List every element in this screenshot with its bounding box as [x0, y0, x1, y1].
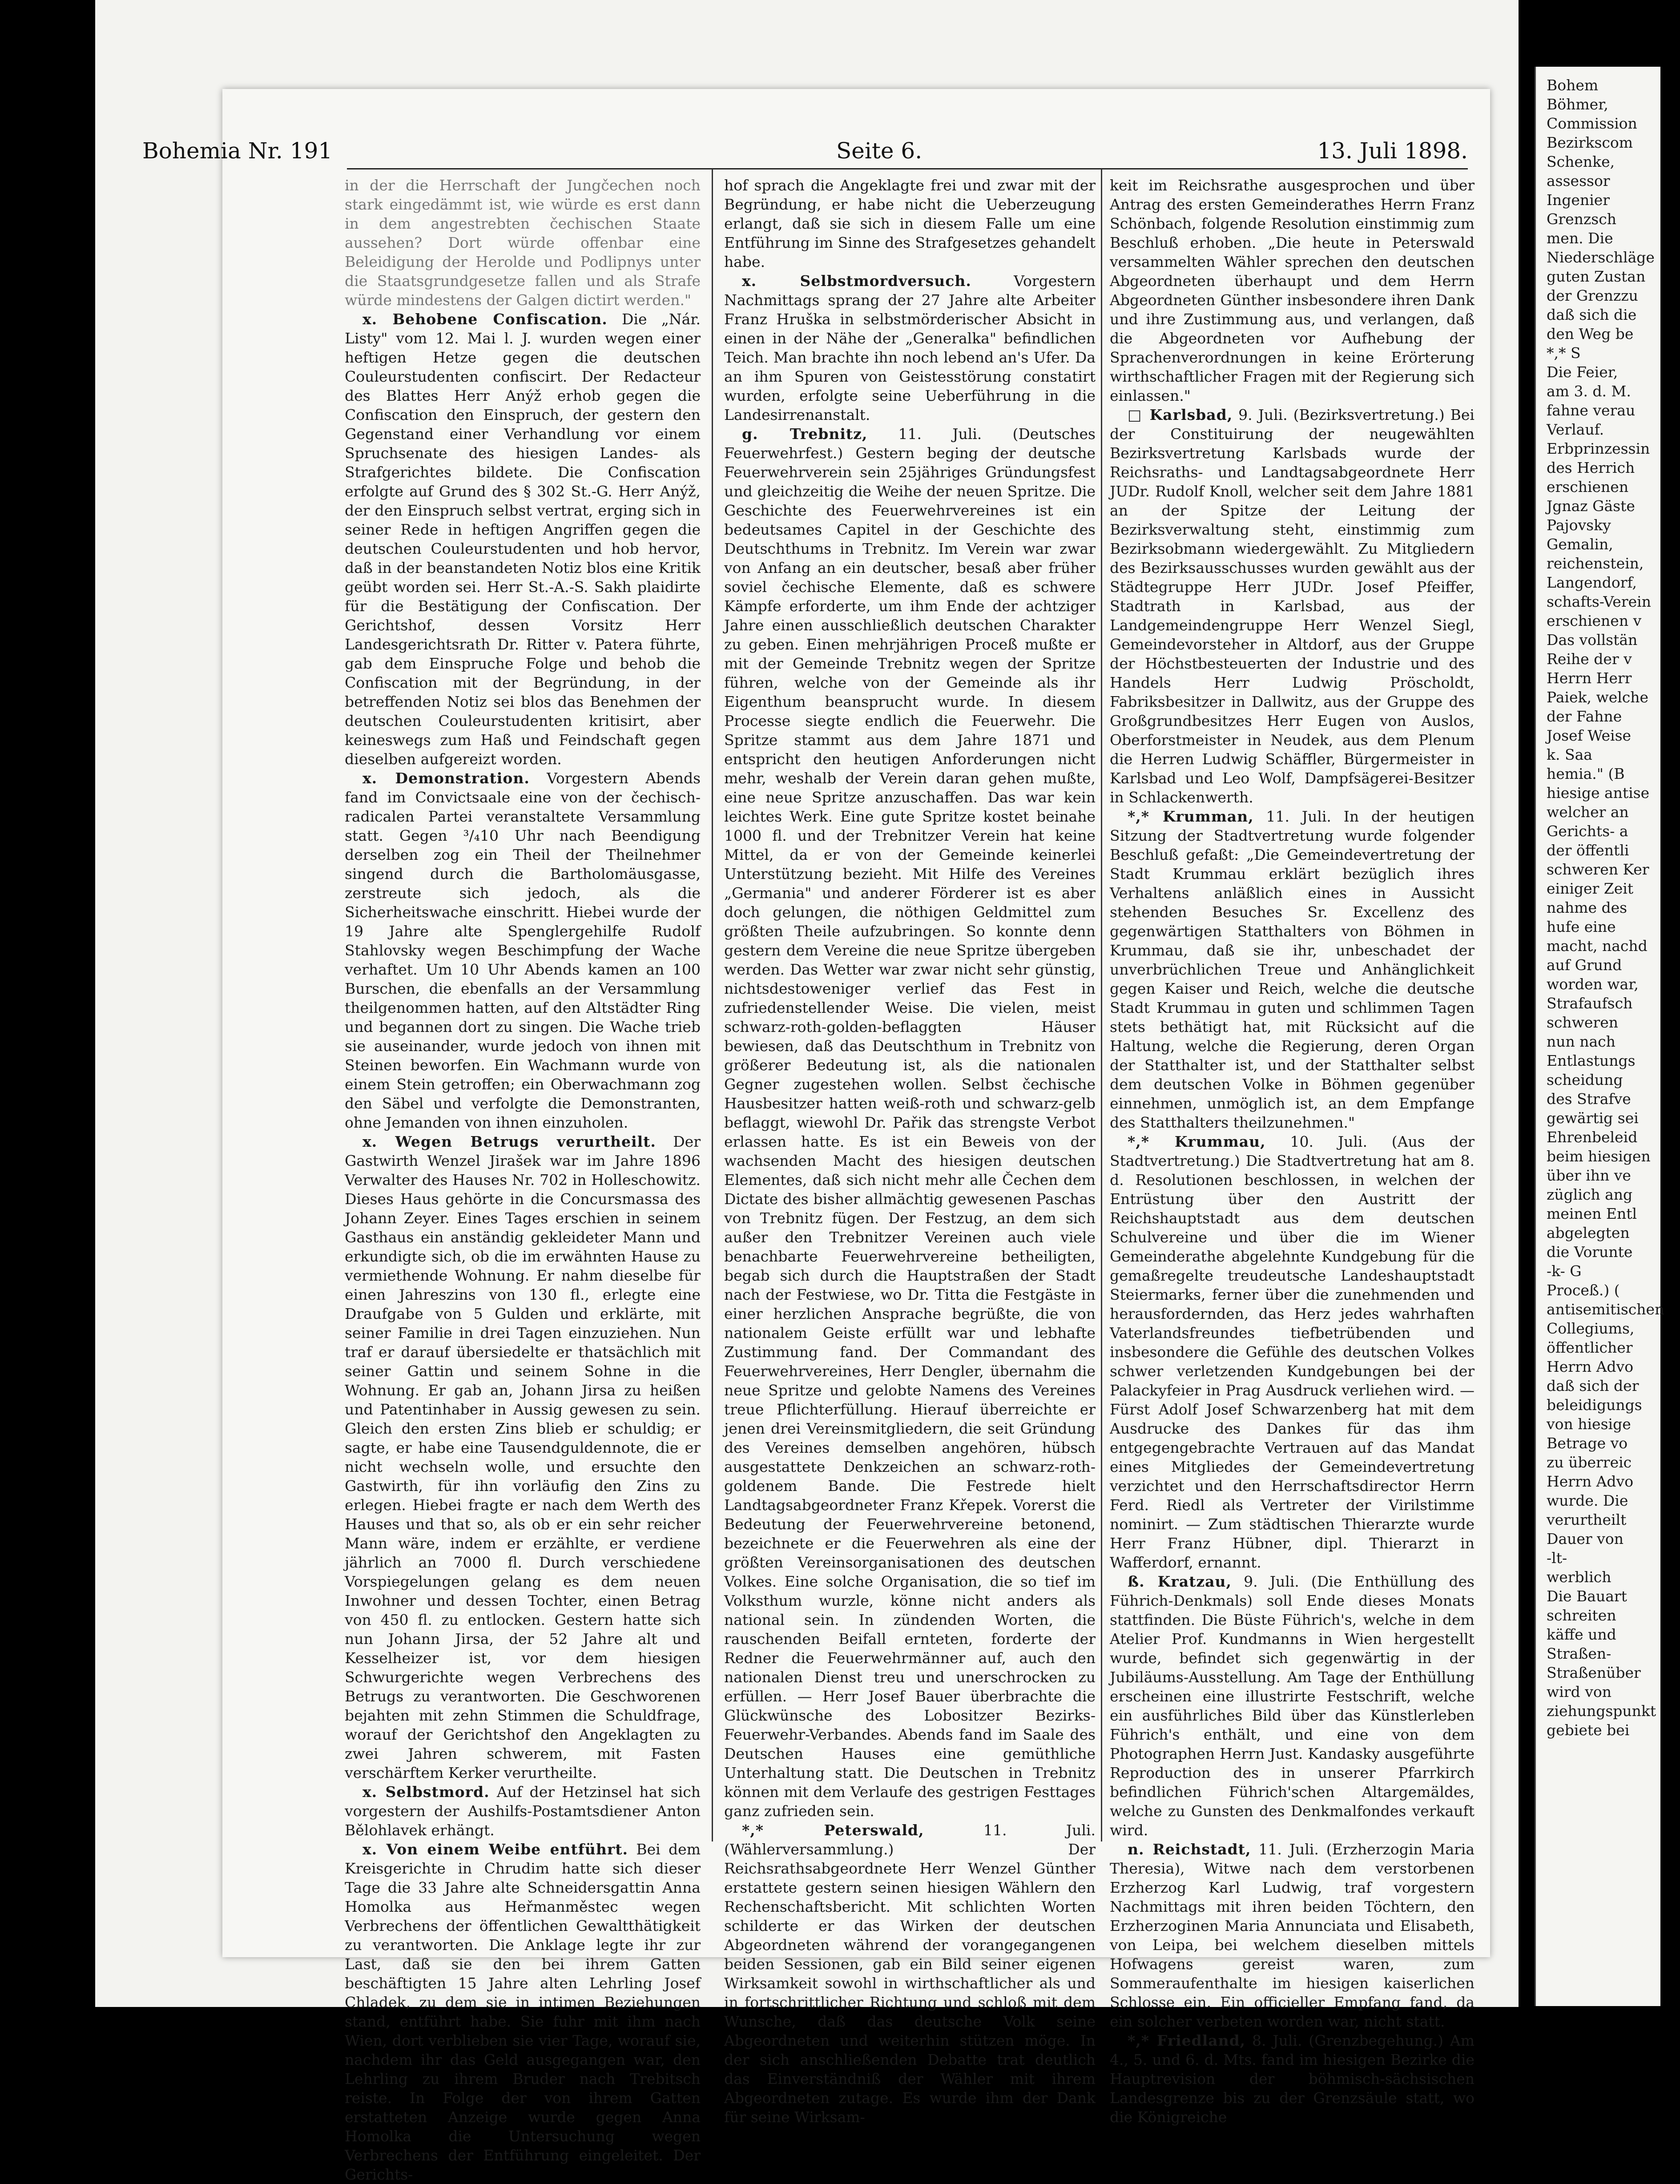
article-heading: x. Demonstration. — [363, 770, 530, 787]
article — [345, 310, 701, 769]
adjacent-page — [1535, 67, 1664, 2006]
adjacent-line: schreiten — [1547, 1607, 1616, 1624]
adjacent-line: worden war, — [1547, 975, 1639, 993]
adjacent-line: -lt- — [1547, 1549, 1567, 1567]
adjacent-line: hiesige antise — [1547, 784, 1650, 802]
adjacent-line: Gemalin, — [1547, 536, 1613, 553]
article-body: 10. Juli. (Aus der Stadtvertretung.) Die Stadtvertretung hat am 8. d. Resolutionen beschlossen, in welchen der Entrüstung über den Austritt der Reichshauptstadt aus dem deutschen Schulvereine und über die im Wiener Gemeinderathe abgelehnte Kundgebung für die gemaßregelte treudeutsche Landeshauptstadt Steiermarks, ferner über die zunehmenden und herausfordernden, das Herz jedes wahrhaften Vaterlandsfreundes tiefbetrübenden und insbesondere die Gefühle des deutschen Volkes schwer verletzenden Kundgebungen bei der Palackyfeier in Prag Ausdruck verliehen wird. — Fürst Adolf Josef Schwarzenberg hat mit dem Ausdrucke des Dankes für das ihm entgegengebrachte Vertrauen auf das Mandat eines Mitgliedes der Gemeindevertretung verzichtet und den Herrschaftsdirector Herrn Ferd. Riedl als Vertreter der Virilstimme nominirt. — Zum städtischen Thierarzte wurde Herr Franz Hübner, dipl. Thierarzt in Wafferdorf, ernannt. — [1110, 1133, 1475, 1571]
article-body: 11. Juli. (Wählerversammlung.) Der Reichsrathsabgeordnete Herr Wenzel Günther erstattete gestern seinen hiesigen Wählern den Rechenschaftsbericht. Mit schlichten Worten schilderte er das Wirken der deutschen Abgeordneten während der vorangegangenen beiden Sessionen, gab ein Bild seiner eigenen Wirksamkeit sowohl in wirthschaftlicher als und in fortschrittlicher Richtung und schloß mit dem Wunsche, daß das deutsche Volk seine Abgeordneten und weiterhin stützen möge. In der sich anschließenden Debatte trat deutlich das Einverständniß der Wähler mit ihrem Abgeordneten zutage. Es wurde ihm der Dank für seine Wirksam- — [724, 1821, 1096, 2126]
column-1 — [345, 176, 701, 2183]
adjacent-line: Die Feier, — [1547, 363, 1618, 381]
adjacent-line: Erbprinzessin — [1547, 440, 1650, 457]
adjacent-line: schafts-Verein — [1547, 593, 1651, 610]
column-2 — [724, 176, 1096, 2126]
adjacent-line: des Herrich — [1547, 459, 1635, 476]
article — [724, 424, 1096, 1821]
adjacent-line: Pajovsky — [1547, 516, 1611, 534]
column-1-articles — [345, 310, 701, 2184]
article-heading: *,* Peterswald, — [742, 1821, 924, 1839]
adjacent-line: hufe eine — [1547, 918, 1616, 935]
article-body: Vorgestern Abends fand im Convictsaale eine von der čechisch-radicalen Partei veranstaltete Versammlung statt. Gegen ³/₄10 Uhr nach Beendigung derselben zog ein Theil der Theilnehmer singend durch die Bartholomäusgasse, zerstreute sich jedoch, als die Sicherheitswache einschritt. Hiebei wurde der 19 Jahre alte Spenglergehilfe Rudolf Stahlovsky wegen Beschimpfung der Wache verhaftet. Um 10 Uhr Abends kamen an 100 Burschen, die ebenfalls an der Versammlung theilgenommen hatten, auf den Altstädter Ring und begannen dort zu singen. Die Wache trieb sie auseinander, wurde jedoch von ihnen mit Steinen beworfen. Ein Wachmann wurde von einem Stein getroffen; ein Oberwachmann zog den Säbel und verfolgte die Demonstranten, ohne Jemanden von ihnen einzuholen. — [345, 770, 701, 1131]
adjacent-line: Herrn Advo — [1547, 1473, 1634, 1490]
article-body: 8. Juli. (Grenzbegehung.) Am 4., 5. und 6. d. Mts. fand im hiesigen Bezirke die Hauptrevision der böhmisch-sächsischen Landesgrenze bis zu der Grenzsäule statt, wo die Königreiche — [1110, 2032, 1475, 2126]
adjacent-line: daß sich der — [1547, 1377, 1639, 1394]
adjacent-line: erschienen v — [1547, 612, 1642, 629]
adjacent-line: Das vollstän — [1547, 631, 1638, 649]
adjacent-line: öffentlicher — [1547, 1339, 1633, 1356]
article-heading: *,* Friedland, — [1128, 2032, 1246, 2049]
adjacent-line: meinen Entl — [1547, 1205, 1637, 1222]
article-heading: x. Behobene Confiscation. — [363, 310, 608, 328]
adjacent-line: Proceß.) ( — [1547, 1281, 1620, 1299]
column-2-articles — [724, 271, 1096, 2127]
adjacent-line: k. Saa — [1547, 746, 1592, 763]
adjacent-line: daß sich die — [1547, 306, 1637, 323]
adjacent-line: von hiesige — [1547, 1415, 1631, 1433]
adjacent-line: käffe und — [1547, 1626, 1616, 1643]
article-body: 11. Juli. (Erzherzogin Maria Theresia), Witwe nach dem verstorbenen Erzherzog Karl Ludwig, traf vorgestern Nachmittags mit ihren beiden Töchtern, den Erzherzoginen Maria Annunciata und Elisabeth, von Leipa, bei welchem dieselben mittels Hofwagens gereist waren, zum Sommeraufenthalte im hiesigen kaiserlichen Schlosse ein. Ein officieller Empfang fand, da ein solcher verbeten worden war, nicht statt. — [1110, 1841, 1475, 2030]
adjacent-line: Böhmer, — [1547, 96, 1608, 113]
adjacent-line: Ehrenbeleid — [1547, 1128, 1638, 1146]
adjacent-line: beleidigungs — [1547, 1396, 1642, 1414]
article — [1110, 1572, 1475, 1840]
column-3-continuation: keit im Reichsrathe ausgesprochen und über Antrag des ersten Gemeinderathes Herrn Franz Schönbach, folgende Resolution einstimmig zum Beschluß erhoben. „Die heute in Peterswald versammelten Wähler sprechen den deutschen Abgeordneten überhaupt und dem Herrn Abgeordneten Günther insbesondere ihren Dank und ihre Zustimmung aus, und verlangen, daß die Abgeordneten vor Aufhebung der Sprachenverordnungen in keine Erörterung wirthschaftlicher Fragen mit der Regierung sich einlassen." — [1110, 177, 1475, 404]
adjacent-line: Bezirkscom — [1547, 134, 1633, 151]
adjacent-line: die Vorunte — [1547, 1243, 1633, 1261]
adjacent-line: Betrage vo — [1547, 1435, 1628, 1452]
adjacent-line: Herrn Advo — [1547, 1358, 1634, 1375]
adjacent-line: Gerichts- a — [1547, 822, 1628, 840]
article — [724, 1821, 1096, 2127]
adjacent-line: werblich — [1547, 1568, 1612, 1586]
adjacent-line: fahne verau — [1547, 402, 1636, 419]
adjacent-line: Dauer von — [1547, 1530, 1624, 1547]
article-body: 11. Juli. (Deutsches Feuerwehrfest.) Gestern beging der deutsche Feuerwehrverein sein 25jähriges Gründungsfest und gleichzeitig die Weihe der neuen Spritze. Die Geschichte des Feuerwehrvereines ist ein bedeutsames Capitel in der Geschichte des Deutschthums in Trebnitz. Im Verein war zwar von Anfang an ein deutscher, besaß aber früher soviel čechische Elemente, daß es schwere Kämpfe erforderte, um ihm Ende der achtziger Jahre einen ausschließlich deutschen Charakter zu geben. Einen mehrjährigen Proceß mußte er mit der Gemeinde Trebnitz wegen der Spritze führen, welche von der Gemeinde als ihr Eigenthum beansprucht wurde. In diesem Processe siegte endlich die Feuerwehr. Die Spritze stammt aus dem Jahre 1871 und entspricht den heutigen Anforderungen nicht mehr, weshalb der Verein daran gehen mußte, eine neue Spritze anzuschaffen. Das war kein leichtes Werk. Eine gute Spritze kostet beinahe 1000 fl. und der Trebnitzer Verein hat keine Mittel, da er von der Gemeinde keinerlei Unterstützung bezieht. Mit Hilfe des Vereines „Germania" und anderer Förderer ist es aber doch gelungen, die nöthigen Geldmittel zum größten Theile aufzubringen. So konnte denn gestern dem Vereine die neue Spritze übergeben werden. Das Wetter war zwar nicht sehr günstig, nichtsdestoweniger verlief das Fest in zufriedenstellender Weise. Die vielen, meist schwarz-roth-golden-beflaggten Häuser bewiesen, daß das Deutschthum in Trebnitz von größerer Bedeutung ist, als die nationalen Gegner zugestehen wollen. Selbst čechische Hausbesitzer hatten weiß-roth und schwarz-gelb beflaggt, wiewohl Dr. Pařik das strengste Verbot erlassen hatte. Es ist ein Beweis von der wachsenden Macht des hiesigen deutschen Elementes, daß sich nicht mehr alle Čechen dem Dictate des bisher allmächtig gewesenen Paschas von Trebnitz fügen. Der Festzug, an dem sich außer den Trebnitzer Vereinen auch viele benachbarte Feuerwehrvereine betheiligten, begab sich durch die Hauptstraßen der Stadt nach der Festwiese, wo Dr. Titta die Festgäste in einer herzlichen Ansprache begrüßte, die von nationalem Geiste erfüllt war und lebhafte Zustimmung fand. Der Commandant des Feuerwehrvereines, Herr Dengler, übernahm die neue Spritze und gelobte Namens des Vereines treue Pflichterfüllung. Hierauf überreichte er jenen drei Vereinsmitgliedern, die seit Gründung des Vereines demselben angehören, hübsch ausgestattete Denkzeichen an schwarz-roth-goldenem Bande. Die Festrede hielt Landtagsabgeordneter Franz Křepek. Vorerst die Bedeutung der Feuerwehrvereine betonend, bezeichnete er die Feuerwehren als eine der größten Vereinsorganisationen des deutschen Volkes. Eine solche Organisation, die so tief im Volksthum wurzle, könne nicht anders als national sein. In zündenden Worten, die rauschenden Beifall ernteten, forderte der Redner die Feuerwehrmänner auf, auch den nationalen Dienst treu und unerschrocken zu erfüllen. — Herr Josef Bauer überbrachte die Glückwünsche des Lobositzer Bezirks-Feuerwehr-Verbandes. Abends fand im Saale des Deutschen Hauses eine gemüthliche Unterhaltung statt. Die Deutschen in Trebnitz können mit dem Verlaufe des gestrigen Festtages ganz zufrieden sein. — [724, 425, 1096, 1820]
header-publication: Bohemia Nr. 191 — [142, 138, 333, 164]
adjacent-line: schweren — [1547, 1014, 1619, 1031]
article — [1110, 1132, 1475, 1572]
adjacent-line: auf Grund — [1547, 956, 1622, 974]
adjacent-line: guten Zustan — [1547, 268, 1646, 285]
article — [1110, 2031, 1475, 2127]
adjacent-line: Verlauf. — [1547, 421, 1604, 438]
adjacent-line: antisemitischen — [1547, 1301, 1664, 1318]
article-body: Der Gastwirth Wenzel Jirašek war im Jahre 1896 Verwalter des Hauses Nr. 702 in Holleschowitz. Dieses Haus gehörte in die Concursmassa des Johann Zeyer. Eines Tages erschien in seinem Gasthaus ein anständig gekleideter Mann und erkundigte sich, ob die im erwähnten Hause zu vermiethende Wohnung. Er nahm dieselbe für einen Jahreszins von 130 fl., erlegte eine Draufgabe von 5 Gulden und erklärte, mit seiner Familie in drei Tagen einzuziehen. Nun traf er darauf übersiedelte er thatsächlich mit seiner Gattin und seinem Sohne in die Wohnung. Er gab an, Johann Jirsa zu heißen und Patentinhaber in Aussig gewesen zu sein. Gleich den ersten Zins blieb er schuldig; er sagte, er habe eine Tausendguldennote, die er nicht wechseln wolle, und ersuchte den Gastwirth, für ihn vorläufig den Zins zu erlegen. Hiebei fragte er nach dem Werth des Hauses und that so, als ob er ein sehr reicher Mann wäre, indem er erzählte, er verdiene jährlich an 7000 fl. Durch verschiedene Vorspiegelungen gelang es dem neuen Inwohner und dessen Tochter, einen Betrag von 450 fl. zu entlocken. Gestern hatte sich nun Johann Jirsa, der 52 Jahre alt und Kesselheizer ist, vor dem hiesigen Schwurgerichte wegen Verbrechens des Betrugs zu verantworten. Die Geschworenen bejahten mit zehn Stimmen die Schuldfrage, worauf der Gerichtshof den Angeklagten zu zwei Jahren schwerem, mit Fasten verschärftem Kerker verurtheilte. — [345, 1133, 701, 1781]
adjacent-line: assessor — [1547, 172, 1610, 189]
article-heading: *,* Krummau, — [1128, 1133, 1266, 1150]
adjacent-line: macht, nachd — [1547, 937, 1648, 955]
header-date: 13. Juli 1898. — [1317, 138, 1468, 164]
adjacent-line: Straßenüber — [1547, 1664, 1641, 1681]
article-heading: x. Selbstmordversuch. — [742, 272, 971, 290]
article-body: Vorgestern Nachmittags sprang der 27 Jahre alte Arbeiter Franz Hruška in selbstmörderischer Absicht in einen in der Nähe der „Generalka" befindlichen Teich. Man brachte ihn noch lebend an's Ufer. Da an ihm Spuren von Geistesstörung constatirt wurden, erfolgte seine Ueberführung in die Landesirrenanstalt. — [724, 272, 1096, 423]
article-heading: □ Karlsbad, — [1128, 406, 1233, 423]
adjacent-line: Herrn Herr — [1547, 669, 1632, 687]
article-body: Die „Nár. Listy" vom 12. Mai l. J. wurden wegen einer heftigen Hetze gegen die deutschen Couleurstudenten confiscirt. Der Redacteur des Blattes Herr Anýž erhob gegen die Confiscation den Einspruch, der gestern den Gegenstand einer Verhandlung vor einem Spruchsenate des hiesigen Landes- als Strafgerichtes bildete. Die Confiscation erfolgte auf Grund des § 302 St.-G. Herr Anýž, der den Einspruch selbst vertrat, erging sich in seiner Rede in heftigen Angriffen gegen die deutschen Couleurstudenten und hob hervor, daß in der beanstandeten Notiz blos eine Kritik geübt worden sei. Herr St.-A.-S. Sakh plaidirte für die Bestätigung der Confiscation. Der Gerichtshof, dessen Vorsitz Herr Landesgerichtsrath Dr. Ritter v. Patera führte, gab dem Einspruche Folge und behob die Confiscation mit der Begründung, in der betreffenden Notiz sei blos das Benehmen der deutschen Couleurstudenten kritisirt, aber keineswegs zum Haß und Feindschaft gegen dieselben aufgereizt worden. — [345, 310, 701, 768]
article-body: Bei dem Kreisgerichte in Chrudim hatte sich dieser Tage die 33 Jahre alte Schneidersgattin Anna Homolka aus Heřmanměstec wegen Verbrechens der öffentlichen Gewaltthätigkeit zu verantworten. Die Anklage legte ihr zur Last, daß sie den bei ihrem Gatten beschäftigten 15 Jahre alten Lehrling Josef Chladek, zu dem sie in intimen Beziehungen stand, entführt habe. Sie fuhr mit ihm nach Wien, dort verblieben sie vier Tage, worauf sie, nachdem ihr das Geld ausgegangen war, den Lehrling zu ihrem Bruder nach Trebitsch reiste. In Folge der von ihrem Gatten erstatteten Anzeige wurde gegen Anna Homolka die Untersuchung wegen Verbrechens der Entführung eingeleitet. Der Gerichts- — [345, 1841, 701, 2183]
article — [1110, 807, 1475, 1132]
article-body: 9. Juli. (Bezirksvertretung.) Bei der Constituirung der neugewählten Bezirksvertretung Karlsbads wurde der Reichsraths- und Landtagsabgeordnete Herr JUDr. Rudolf Knoll, welcher seit dem Jahre 1881 an der Spitze der Leitung der Bezirksverwaltung steht, einstimmig zum Bezirksobmann wiedergewählt. Zu Mitgliedern des Bezirksausschusses wurden gewählt aus der Städtegruppe Herr JUDr. Josef Pfeiffer, Stadtrath in Karlsbad, aus der Landgemeindengruppe Herr Wenzel Siegl, Gemeindevorsteher in Altdorf, aus der Gruppe der Höchstbesteuerten der Industrie und des Handels Herr Ludwig Pröscholdt, Fabriksbesitzer in Dallwitz, aus der Gruppe des Großgrundbesitzes Herr Eugen von Auslos, Oberforstmeister in Neudek, aus dem Plenum die Herren Ludwig Schäffler, Bürgermeister in Karlsbad und Leo Wolf, Dampfsägerei-Besitzer in Schlackenwerth. — [1110, 406, 1475, 806]
adjacent-line: der öffentli — [1547, 842, 1629, 859]
article-body: Auf der Hetzinsel hat sich vorgestern der Aushilfs-Postamtsdiener Anton Bělohlavek erhängt. — [345, 1783, 701, 1839]
article — [345, 769, 701, 1132]
adjacent-page-text — [1547, 76, 1680, 1740]
header-page-number: Seite 6. — [836, 138, 923, 164]
adjacent-line: men. Die — [1547, 230, 1613, 247]
adjacent-line: Josef Weise — [1547, 727, 1632, 744]
adjacent-line: der Grenzzu — [1547, 287, 1638, 304]
adjacent-line: hemia." (B — [1547, 765, 1625, 782]
adjacent-line: der Fahne — [1547, 708, 1622, 725]
adjacent-line: wird von — [1547, 1683, 1612, 1700]
adjacent-line: Paiek, welche — [1547, 689, 1649, 706]
adjacent-line: Niederschläge — [1547, 249, 1655, 266]
adjacent-line: über ihn ve — [1547, 1167, 1631, 1184]
adjacent-line: Langendorf, — [1547, 574, 1637, 591]
adjacent-line: am 3. d. M. — [1547, 383, 1631, 400]
adjacent-line: abgelegten — [1547, 1224, 1630, 1241]
article — [345, 1132, 701, 1782]
adjacent-line: verurtheilt — [1547, 1511, 1627, 1528]
adjacent-line: Die Bauart — [1547, 1588, 1627, 1605]
adjacent-line: Reihe der v — [1547, 650, 1632, 668]
adjacent-line: Jgnaz Gäste — [1547, 497, 1635, 515]
article-heading: x. Von einem Weibe entführt. — [363, 1841, 628, 1858]
adjacent-line: nun nach — [1547, 1033, 1616, 1050]
column-2-continuation: hof sprach die Angeklagte frei und zwar mit der Begründung, er habe nicht die Ueberzeugung erlangt, daß sie sich in diesem Falle um eine Entführung im Sinne des Strafgesetzes gehandelt habe. — [724, 177, 1096, 270]
page-header — [142, 138, 1468, 165]
article-heading: ß. Kratzau, — [1128, 1573, 1232, 1590]
column-rule — [712, 169, 713, 1841]
article-heading: x. Wegen Betrugs verurtheilt. — [363, 1133, 656, 1150]
adjacent-line: ziehungspunkt — [1547, 1702, 1656, 1720]
article-heading: x. Selbstmord. — [363, 1783, 490, 1801]
article — [1110, 405, 1475, 807]
article-heading: *,* Krumman, — [1128, 808, 1254, 825]
adjacent-line: den Weg be — [1547, 325, 1634, 343]
article — [1110, 1840, 1475, 2031]
adjacent-line: Collegiums, — [1547, 1320, 1635, 1337]
adjacent-line: Commission — [1547, 115, 1637, 132]
article-heading: g. Trebnitz, — [742, 425, 868, 443]
adjacent-line: Ingenier — [1547, 191, 1610, 209]
adjacent-line: Straßen- — [1547, 1645, 1612, 1662]
adjacent-line: erschienen — [1547, 478, 1629, 496]
adjacent-line: nahme des — [1547, 899, 1628, 916]
adjacent-line: Bohem — [1547, 77, 1599, 94]
adjacent-line: zu überreic — [1547, 1454, 1632, 1471]
article-body: 11. Juli. In der heutigen Sitzung der Stadtvertretung wurde folgender Beschluß gefaßt: „Die Gemeindevertretung der Stadt Krummau erklärt bezüglich ihres Verhaltens anläßlich eines in Aussicht stehenden Besuches Sr. Excellenz des gegenwärtigen Statthalters von Böhmen in Krummau, daß sie ihr, unbeschadet der unverbrüchlichen Treue und Anhänglichkeit gegen Kaiser und Reich, welche die deutsche Stadt Krummau in guten und schlimmen Tagen stets bethätigt hat, mit Rücksicht auf die Haltung, welche die Regierung, deren Organ der Statthalter ist, und der Statthalter selbst dem deutschen Volke in Böhmen gegenüber einnehmen, unmöglich ist, an dem Empfange des Statthalters theilzunehmen." — [1110, 808, 1475, 1131]
article — [724, 271, 1096, 424]
column-3-articles — [1110, 405, 1475, 2127]
column-1-continuation: in der die Herrschaft der Jungčechen noch stark eingedämmt ist, wie würde es erst dann in dem angestrebten čechischen Staate aussehen? Dort würde offenbar eine Beleidigung der Herolde und Podlipnys unter die Staatsgrundgesetze fallen und als Strafe würde mindestens der Galgen dictirt werden." — [345, 177, 701, 309]
adjacent-line: welcher an — [1547, 803, 1629, 821]
adjacent-line: Grenzsch — [1547, 210, 1616, 228]
adjacent-line: des Strafve — [1547, 1090, 1631, 1108]
adjacent-line: *,* S — [1547, 344, 1581, 362]
adjacent-line: reichenstein, — [1547, 555, 1644, 572]
article — [345, 1782, 701, 1840]
adjacent-line: züglich ang — [1547, 1186, 1633, 1203]
adjacent-line: gebiete bei — [1547, 1721, 1630, 1739]
adjacent-line: einiger Zeit — [1547, 880, 1634, 897]
header-rule — [347, 168, 1468, 169]
adjacent-line: Schenke, — [1547, 153, 1615, 170]
article-body: 9. Juli. (Die Enthüllung des Führich-Denkmals) soll Ende dieses Monats stattfinden. Die Büste Führich's, welche in dem Atelier Prof. Kundmanns in Wien hergestellt wurde, befindet sich gegenwärtig in der Jubiläums-Ausstellung. Am Tage der Enthüllung erscheinen eine illustrirte Festschrift, welche ein ausführliches Bild über das Künstlerleben Führich's enthält, und eine von dem Photographen Herrn Just. Kandasky ausgeführte Reproduction des in unserer Pfarrkirch befindlichen Führich'schen Altargemäldes, welche zu Gunsten des Denkmalfondes verkauft wird. — [1110, 1573, 1475, 1839]
adjacent-line: Entlastungs — [1547, 1052, 1636, 1069]
article-heading: n. Reichstadt, — [1128, 1841, 1251, 1858]
adjacent-line: wurde. Die — [1547, 1492, 1628, 1509]
article — [345, 1840, 701, 2184]
column-rule — [1101, 169, 1102, 1841]
adjacent-line: gewärtig sei — [1547, 1109, 1639, 1127]
adjacent-line: schweren Ker — [1547, 861, 1649, 878]
adjacent-line: scheidung — [1547, 1071, 1623, 1088]
adjacent-line: beim hiesigen — [1547, 1148, 1651, 1165]
adjacent-line: Strafaufsch — [1547, 995, 1633, 1012]
adjacent-line: -k- G — [1547, 1262, 1582, 1280]
column-3 — [1110, 176, 1475, 2126]
